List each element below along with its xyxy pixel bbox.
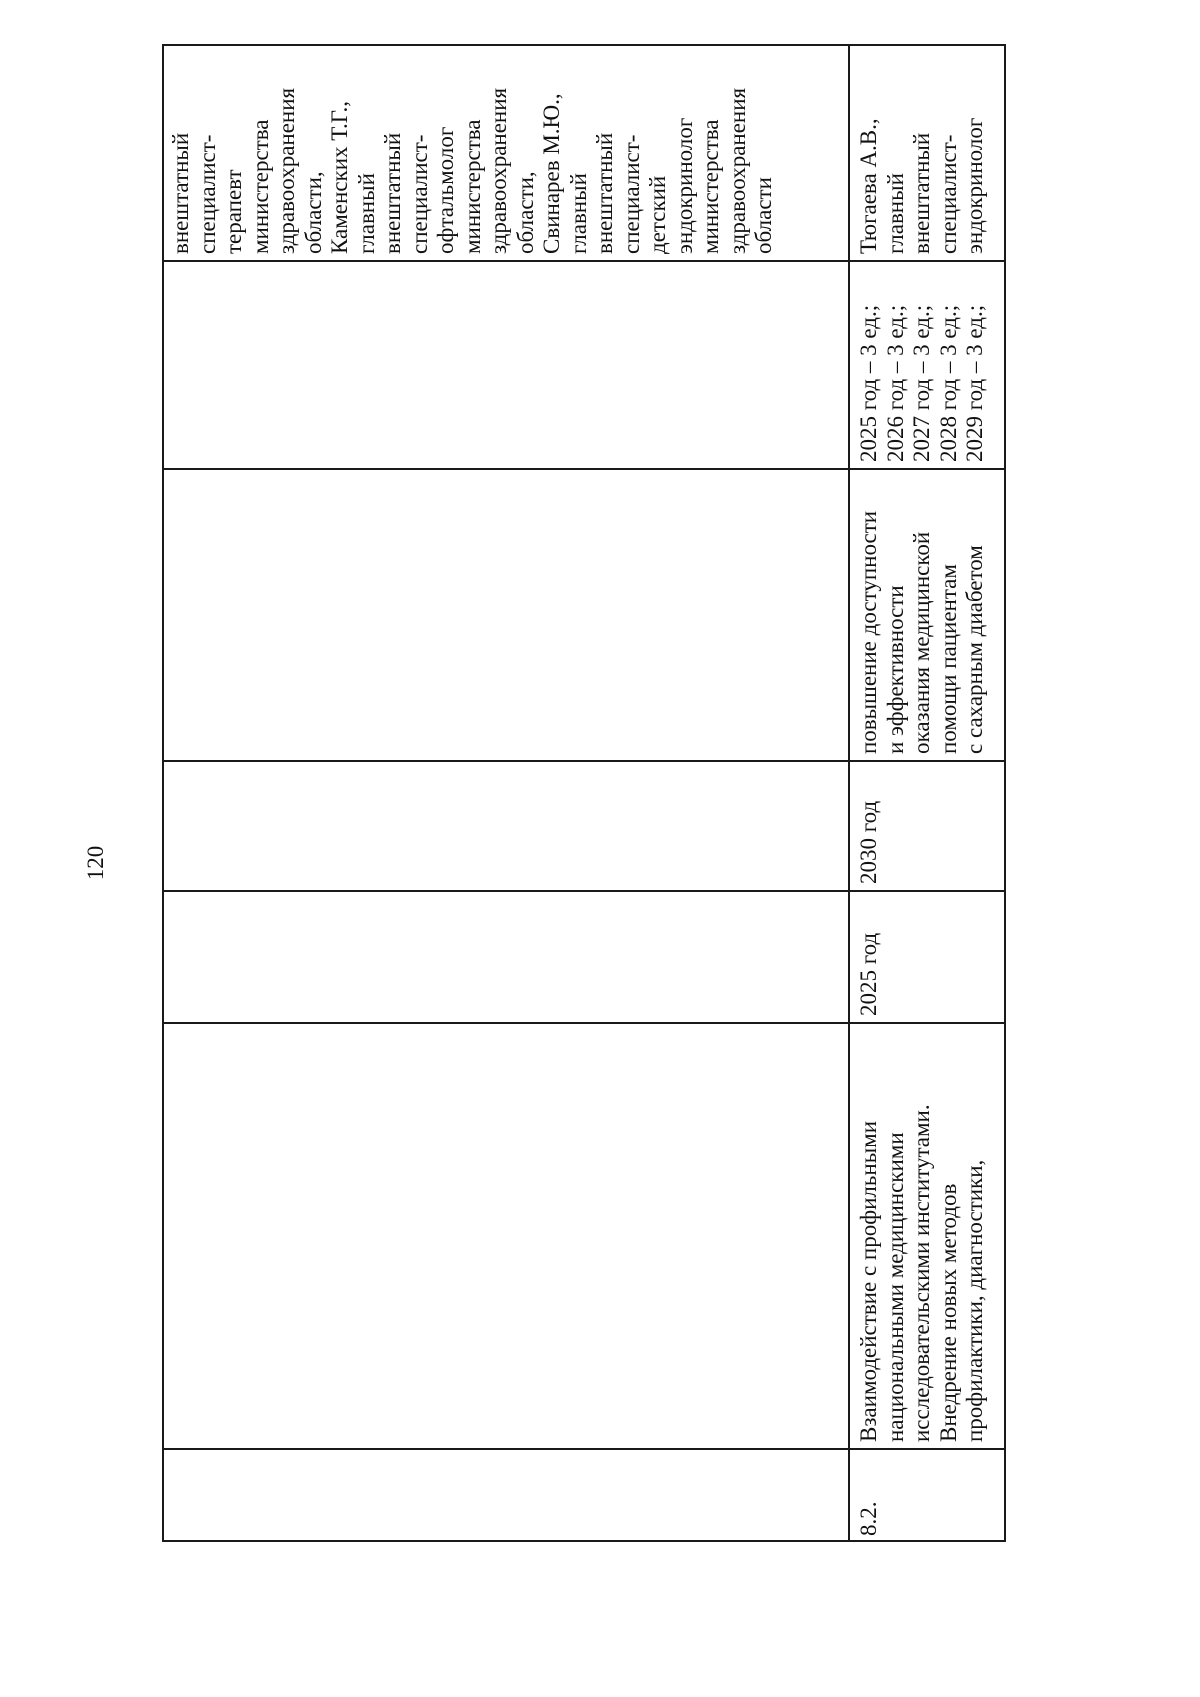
row-divider — [848, 44, 850, 1542]
end-date-cell: 2030 год — [856, 800, 881, 884]
column-divider-6 — [162, 1448, 1006, 1450]
table-border-top — [162, 44, 1006, 46]
responsible-continued-cell: внештатный специалист- терапевт министерства здравоохранения области, Каменских Т.Г., главный внештатный специалист- офтальмолог министерства здравоохранения области, Свинарев М.Ю., главный внештатный специалист- детский эндокринолог министерства здравоохранения области — [168, 87, 776, 254]
table-border-bottom — [162, 1540, 1006, 1542]
event-description-cell: Взаимодействие с профильными национальными медицинскими исследовательскими институтами. Внедрение новых методов профилактики, диагностики, — [856, 1104, 987, 1442]
page-number: 120 — [83, 845, 108, 881]
indicator-values-cell: 2025 год – 3 ед.; 2026 год – 3 ед.; 2027 год – 3 ед.; 2028 год – 3 ед.; 2029 год – 3 ед.; — [856, 304, 987, 462]
table-border-right — [1004, 44, 1006, 1542]
responsible-cell: Тюгаева А.В., главный внештатный специалист- эндокринолог — [856, 117, 987, 254]
start-date-cell: 2025 год — [856, 932, 881, 1016]
table-border-left — [162, 44, 164, 1542]
expected-result-cell: повышение доступности и эффективности оказания медицинской помощи пациентам с сахарным диабетом — [856, 510, 987, 754]
item-number-cell: 8.2. — [856, 1501, 881, 1536]
